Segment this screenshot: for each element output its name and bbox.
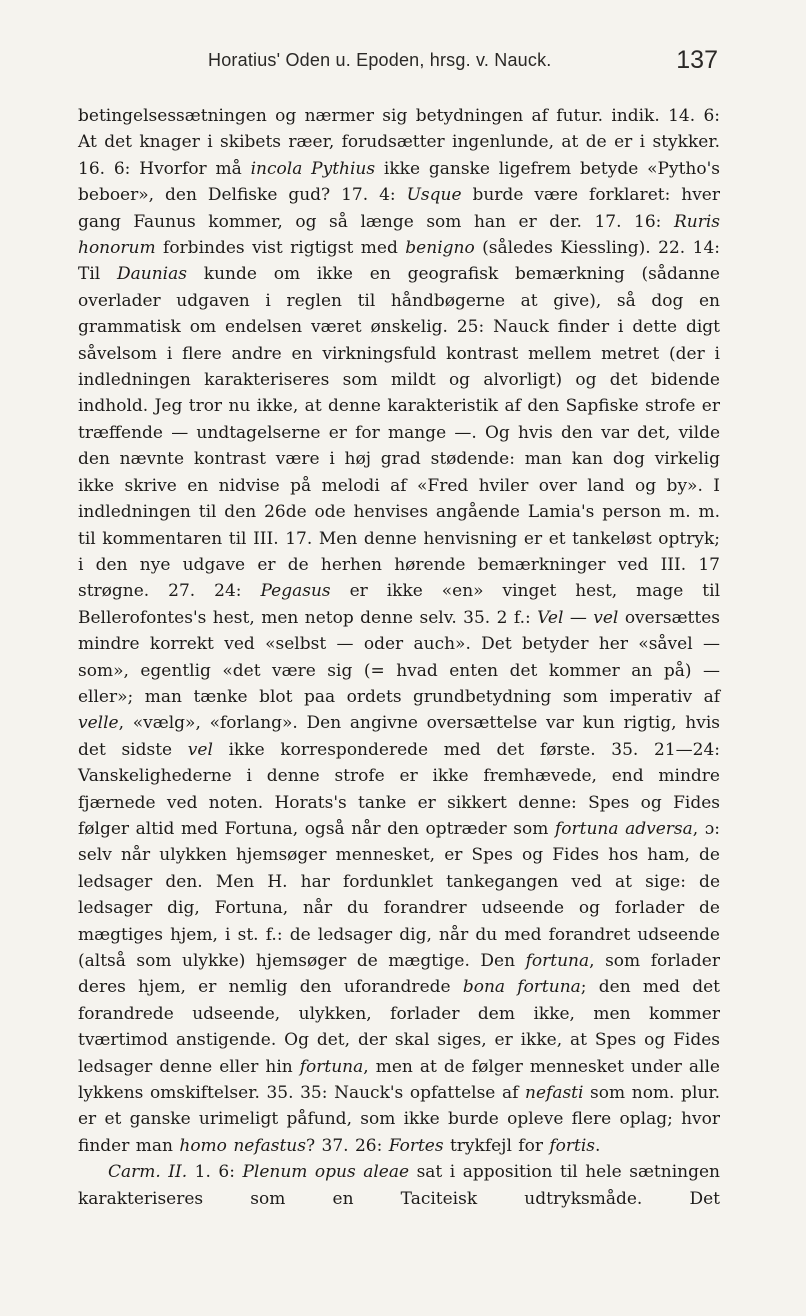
text-run: ; den med det forandrede udseende, ulykken, forlader dem ikke, men kommer tværtimod anstigende. Og det, der skal siges, er ikke, at Spes og Fides ledsager denne eller hin [78, 977, 721, 1077]
text-run: , men at de følger mennesket under alle lykkens omskiftelser. 35. 35: Nauck's opfattelse af [78, 1056, 720, 1104]
text-run: ? 37. 26: [305, 1135, 389, 1156]
italic-term: Usque [406, 185, 462, 206]
italic-term: Pegasus [260, 581, 331, 602]
text-run: oversættes mindre korrekt ved «selbst — oder auch». Det betyder her «såvel — som», egentlig «det være sig (= hvad enten det kommer an på) — eller»; man tænke blot paa ordets grundbetydning som imperativ af [78, 607, 720, 707]
italic-term: Fortes [388, 1135, 444, 1156]
page-number: 137 [676, 46, 718, 74]
italic-term: Ruris honorum [78, 211, 720, 259]
italic-term: fortuna [525, 951, 590, 971]
italic-term: Carm. II. [108, 1162, 188, 1183]
italic-term: fortis [549, 1135, 596, 1156]
text-run: . [595, 1135, 601, 1156]
text-run: kunde om ikke en geografisk bemærkning (sådanne overlader udgaven i reglen til håndbøgerne at give), så dog en grammatisk om endelsen været ønskelig. 25: Nauck finder i dette digt såvelsom i flere andre en virkningsfuld kontrast mellem metret (der i indledningen karakteriseres som mildt og alvorligt) og det bidende indhold. Jeg tror nu ikke, at denne karakteristik af den Sapfiske strofe er træffende — undtagelserne er for mange —. Og hvis den var det, vilde den nævnte kontrast være i høj grad stødende: man kan dog virkelig ikke skrive en nidvise på melodi af «Fred hviler over land og by». I indledningen til den 26de ode henvises angående Lamia's person m. m. til kommentaren til III. 17. Men denne henvisning er et tankeløst optryk; i den nye udgave er de herhen hørende bemærkninger ved III. 17 strøgne. 27. 24: [78, 264, 720, 602]
text-run: ikke ganske ligefrem betyde «Pytho's beboer», den Delfiske gud? 17. 4: [78, 158, 720, 206]
text-run: som nom. plur. er et ganske urimeligt påfund, som ikke burde opleve flere oplag; hvor finder man [78, 1083, 720, 1156]
text-run: , ɔ: selv når ulykken hjemsøger mennesket, er Spes og Fides hos ham, de ledsager den. Men H. har fordunklet tankegangen ved at sige: de ledsager dig, Fortuna, når du forandrer udseende og forlader de mægtiges hjem, i st. f.: de ledsager dig, når du med forandret udseende (altså som ulykke) hjemsøger de mægtige. Den [78, 818, 720, 971]
paragraph [78, 1159, 720, 1212]
text-run: sat i apposition til hele sætningen karakteriseres som en Taciteisk udtryksmåde. Det [78, 1162, 720, 1209]
text-run: trykfejl for [443, 1135, 550, 1156]
italic-term: benigno [405, 238, 475, 259]
italic-term: Vel — vel [537, 607, 619, 628]
text-run: (således Kiessling). 22. 14: Til [78, 238, 720, 285]
italic-term: fortuna adversa [554, 818, 693, 839]
body-text [78, 103, 720, 1212]
italic-term: bona fortuna [462, 977, 581, 998]
text-run: 1. 6: [187, 1162, 243, 1183]
italic-term: fortuna [299, 1056, 364, 1077]
paragraph [78, 103, 720, 1159]
text-run: , «vælg», «forlang». Den angivne oversættelse var kun rigtig, hvis det sidste [78, 713, 720, 760]
running-title: Horatius' Oden u. Epoden, hrsg. v. Nauck. [208, 50, 552, 70]
text-run: er ikke «en» vinget hest, mage til Bellerofontes's hest, men netop denne selv. 35. 2 f.: [78, 581, 721, 628]
italic-term: incola Pythius [250, 158, 376, 179]
text-run: ikke korresponderede med det første. 35. 21—24: Vanskelighederne i denne strofe er ikke fremhævede, end mindre fjærnede ved noten. Horats's tanke er sikkert denne: Spes og Fides følger altid med Fortuna, også når den optræder som [78, 739, 720, 839]
text-run: burde være forklaret: hver gang Faunus kommer, og så længe som han er der. 17. 16: [78, 185, 720, 232]
italic-term: homo nefastus [179, 1135, 306, 1156]
italic-term: Plenum opus aleae [242, 1162, 410, 1183]
text-run: forbindes vist rigtigst med [155, 238, 406, 259]
text-run: , som forlader deres hjem, er nemlig den uforandrede [78, 951, 720, 998]
text-run: betingelsessætningen og nærmer sig betydningen af futur. indik. 14. 6: At det knager i skibets ræer, forudsætter ingenlunde, at de er i stykker. 16. 6: Hvorfor må [78, 106, 720, 179]
italic-term: vel [187, 739, 213, 760]
page-header [78, 46, 718, 82]
italic-term: velle [78, 713, 119, 734]
italic-term: nefasti [525, 1083, 584, 1104]
italic-term: Daunias [117, 264, 187, 285]
